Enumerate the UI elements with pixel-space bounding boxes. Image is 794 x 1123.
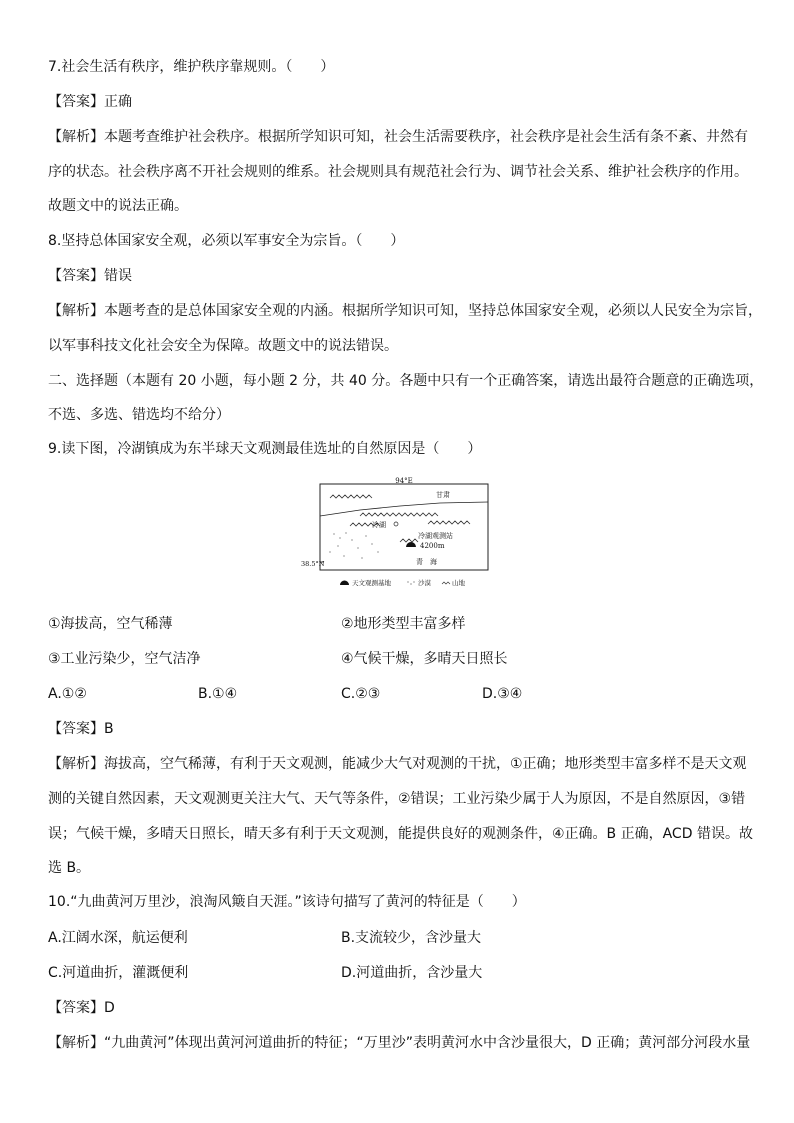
q9-option-c[interactable]: C.②③ (341, 686, 381, 702)
map-frame (320, 484, 488, 570)
q10-option-b[interactable]: B.支流较少，含沙量大 (341, 930, 482, 946)
legend-mountain-symbol (442, 582, 450, 584)
q9-statement: ②地形类型丰富多样 (341, 616, 466, 632)
q9-answer: 【答案】B (48, 721, 114, 737)
qinghai-label: 青 海 (416, 558, 437, 566)
gansu-label: 甘肃 (436, 491, 450, 499)
q7-question: 7.社会生活有秩序，维护秩序靠规则。（ ） (48, 59, 335, 75)
section-heading: 二、选择题（本题有 20 小题，每小题 2 分，共 40 分。各题中只有一个正确答案，请选出最符合题意的正确选项， (48, 373, 764, 389)
q8-answer: 【答案】错误 (48, 268, 132, 284)
legend-observatory: 天文观测基地 (352, 579, 391, 587)
q10-option-d[interactable]: D.河道曲折，含沙量大 (341, 965, 483, 981)
q10-answer: 【答案】D (48, 1000, 115, 1016)
q10-option-c[interactable]: C.河道曲折，灌溉便利 (48, 965, 189, 981)
q10-analysis-line: 【解析】“九曲黄河”体现出黄河河道曲折的特征；“万里沙”表明黄河水中含沙量很大，D 正确；黄河部分河段水量 (48, 1035, 751, 1051)
q7-analysis-line: 序的状态。社会秩序离不开社会规则的维系。社会规则具有规范社会行为、调节社会关系、维护社会秩序的作用。 (48, 164, 748, 180)
latitude-label: 38.5°N (301, 560, 325, 568)
q9-analysis-line: 误；气候干燥，多晴天日照长，晴天多有利于天文观测，能提供良好的观测条件，④正确。B 正确，ACD 错误。故 (48, 826, 753, 842)
q9-analysis-line: 【解析】海拔高，空气稀薄，有利于天文观测，能减少大气对观测的干扰，①正确；地形类型丰富多样不是天文观 (48, 756, 747, 772)
lenghu-map-figure (300, 476, 500, 594)
legend-desert-symbol (407, 581, 414, 584)
q9-analysis-line: 测的关键自然因素，天文观测更关注大气、天气等条件，②错误；工业污染少属于人为原因，不是自然原因，③错 (48, 791, 746, 807)
q7-analysis-line: 【解析】本题考查维护社会秩序。根据所学知识可知，社会生活需要秩序，社会秩序是社会生活有条不紊、井然有 (48, 129, 748, 145)
q8-analysis-line: 以军事科技文化社会安全为保障。故题文中的说法错误。 (48, 338, 398, 354)
q9-option-d[interactable]: D.③④ (482, 686, 523, 702)
q9-analysis-line: 选 B。 (48, 860, 91, 876)
elevation-label: 4200m (420, 542, 445, 550)
q8-question: 8.坚持总体国家安全观，必须以军事安全为宗旨。（ ） (48, 233, 405, 249)
lenghu-label: 冷湖 (372, 521, 386, 529)
q7-analysis-line: 故题文中的说法正确。 (48, 198, 188, 214)
q10-question: 10.“九曲黄河万里沙，浪淘风簸自天涯。”该诗句描写了黄河的特征是（ ） (48, 894, 526, 910)
legend-mountain: 山地 (452, 579, 465, 587)
legend-observatory-symbol (340, 581, 349, 586)
map-svg (300, 476, 500, 594)
q9-option-b[interactable]: B.①④ (198, 686, 238, 702)
q7-answer: 【答案】正确 (48, 94, 132, 110)
q9-question: 9.读下图，冷湖镇成为东半球天文观测最佳选址的自然原因是（ ） (48, 441, 482, 457)
q9-statement: ①海拔高，空气稀薄 (48, 616, 173, 632)
station-label: 冷湖观测站 (418, 532, 453, 540)
section-heading-cont: 不选、多选、错选均不给分） (48, 407, 230, 423)
longitude-label: 94°E (395, 477, 413, 485)
q9-statement: ④气候干燥，多晴天日照长 (341, 651, 508, 667)
q10-option-a[interactable]: A.江阔水深，航运便利 (48, 930, 188, 946)
q9-option-a[interactable]: A.①② (48, 686, 87, 702)
legend-desert: 沙漠 (418, 579, 431, 587)
q8-analysis-line: 【解析】本题考查的是总体国家安全观的内涵。根据所学知识可知，坚持总体国家安全观，必须以人民安全为宗旨， (48, 303, 762, 319)
q9-statement: ③工业污染少，空气洁净 (48, 651, 201, 667)
